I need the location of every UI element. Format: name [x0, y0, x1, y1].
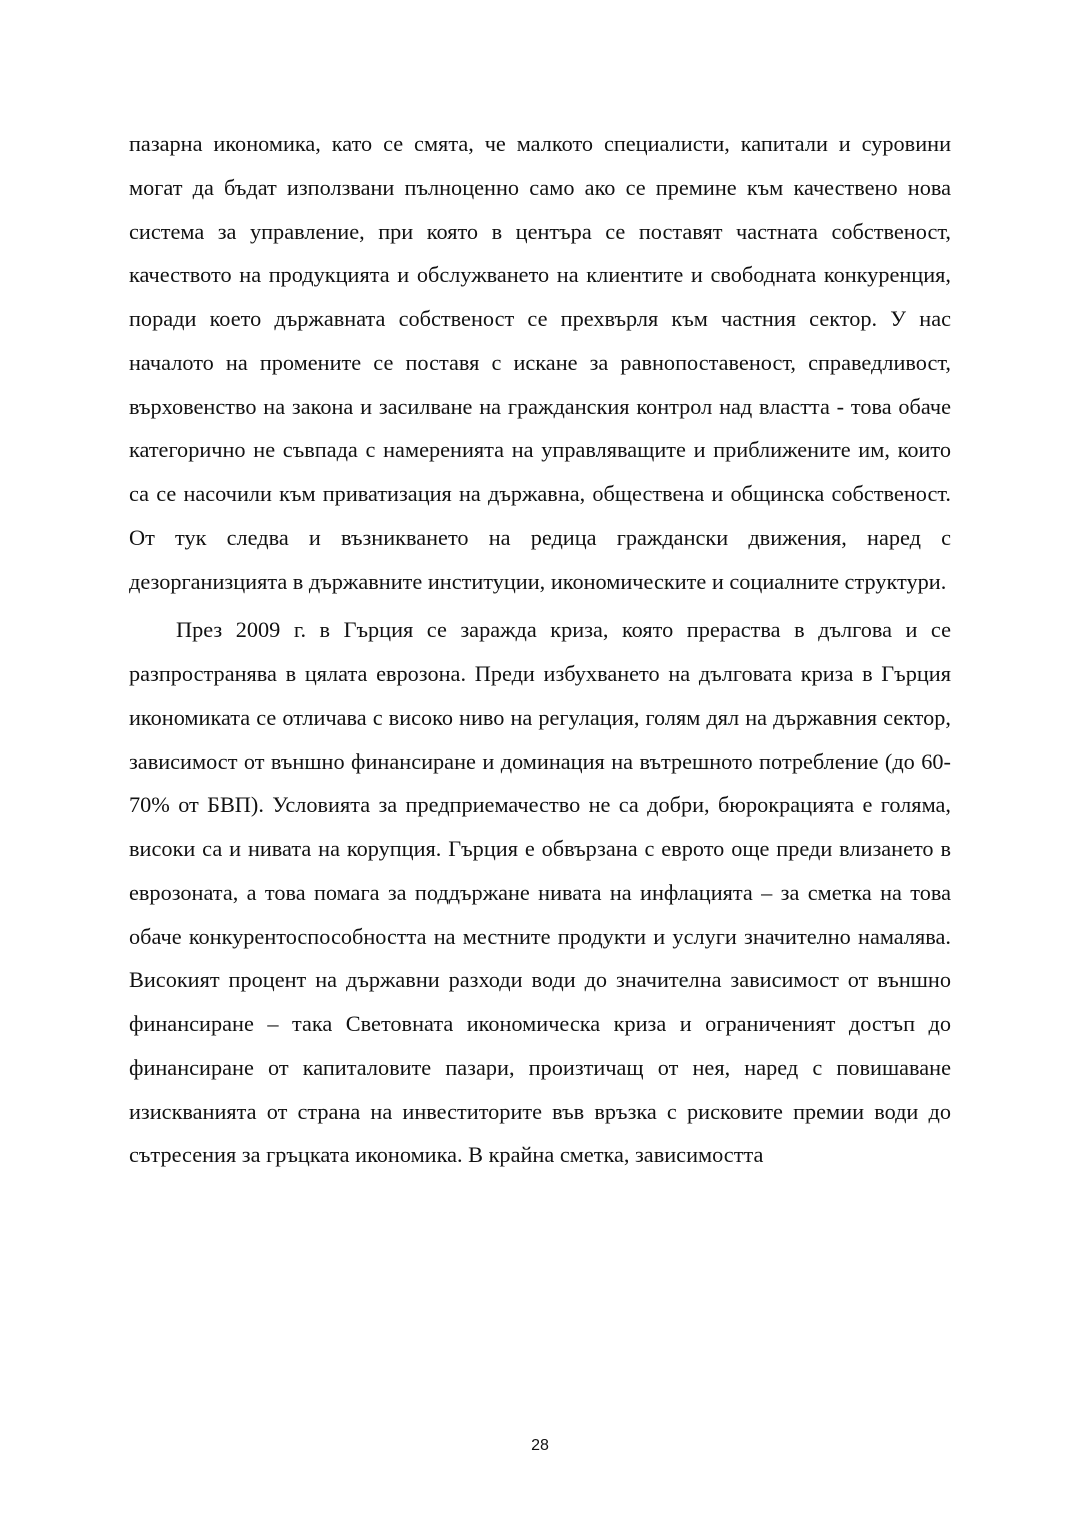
- paragraph-2: През 2009 г. в Гърция се заражда криза, която прераства в дългова и се разпространява в цялата еврозона. Преди избухването на дълговата криза в Гърция икономиката се отличава с високо ниво на регулация, голям дял на държавния сектор, зависимост от външно финансиране и доминация на вътрешното потребление (до 60-70% от БВП). Условията за предприемачество не са добри, бюрокрацията е голяма, високи са и нивата на корупция. Гърция е обвързана с еврото още преди влизането в еврозоната, а това помага за поддържане нивата на инфлацията – за сметка на това обаче конкурентоспособността на местните продукти и услуги значително намалява. Високият процент на държавни разходи води до значителна зависимост от външно финансиране – така Световната икономическа криза и ограниченият достъп до финансиране от капиталовите пазари, произтичащ от нея, наред с повишаване изискванията от страна на инвеститорите във връзка с рисковите премии води до сътресения за гръцката икономика. В крайна сметка, зависимостта: [129, 617, 951, 1168]
- page-number: 28: [531, 1437, 549, 1454]
- body-text: [129, 122, 951, 1177]
- paragraph-1: пазарна икономика, като се смята, че малкото специалисти, капитали и суровини могат да бъдат използвани пълноценно само ако се премине към качествено нова система за управление, при която в центъра се поставят частната собственост, качеството на продукцията и обслужването на клиентите и свободната конкуренция, поради което държавната собственост се прехвърля към частния сектор. У нас началото на промените се поставя с искане за равнопоставеност, справедливост, върховенство на закона и засилване на гражданския контрол над властта - това обаче категорично не съвпада с намеренията на управляващите и приближените им, които са се насочили към приватизация на държавна, обществена и общинска собственост. От тук следва и възникването на редица граждански движения, наред с дезорганизцията в държавните институции, икономическите и социалните структури.: [129, 131, 951, 594]
